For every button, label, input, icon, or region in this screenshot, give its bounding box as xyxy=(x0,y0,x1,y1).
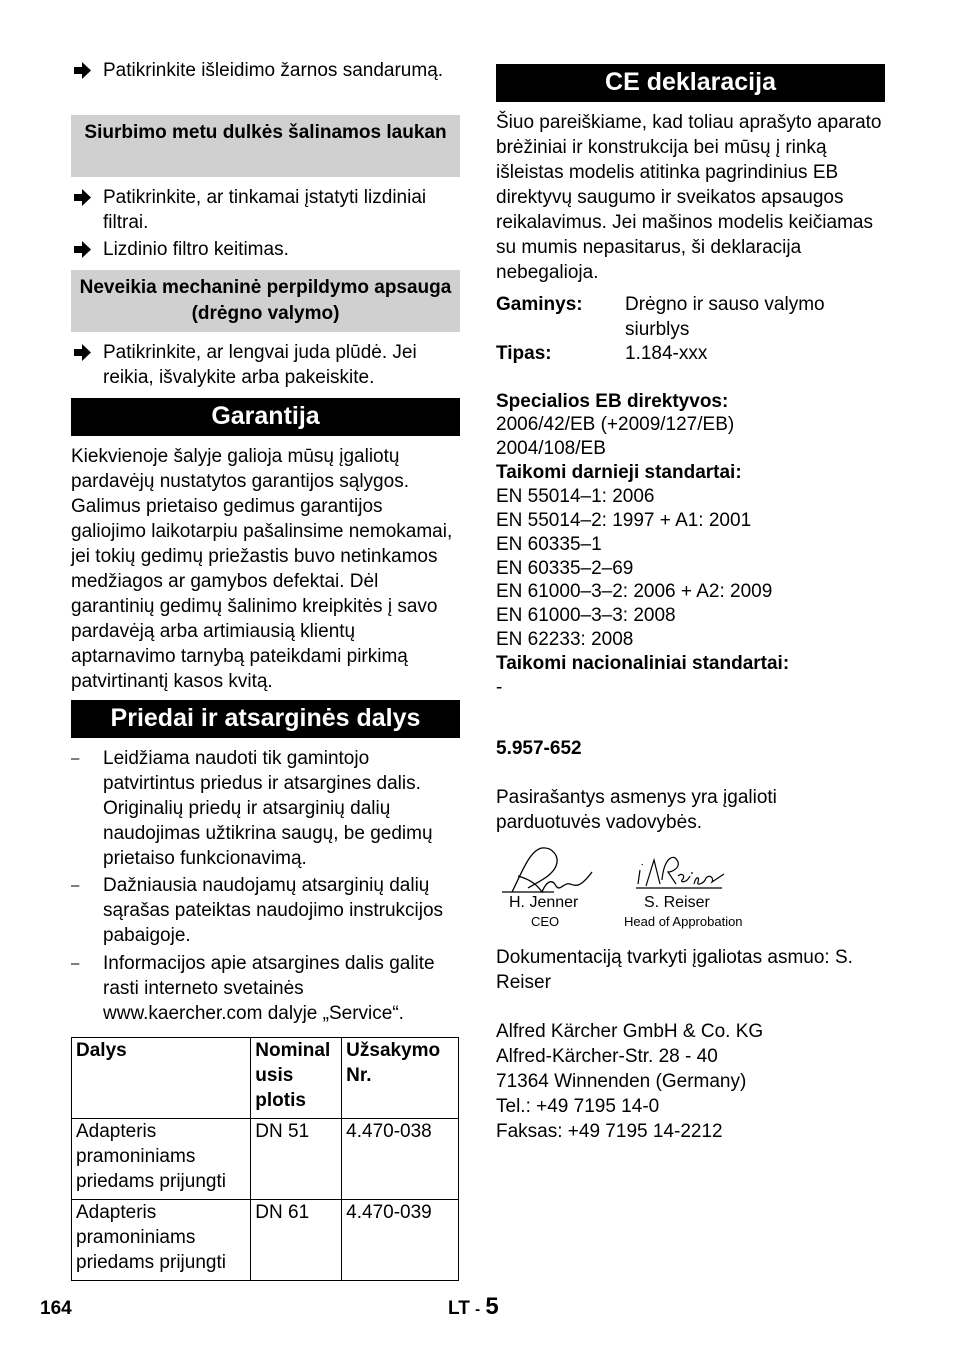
national-standards-label: Taikomi nacionaliniai standartai: xyxy=(496,653,790,674)
instruction-text: Patikrinkite išleidimo žarnos sandarumą. xyxy=(103,60,444,81)
table-cell: Adapteris pramoniniams priedams prijungti xyxy=(72,1119,251,1200)
signer1-name: H. Jenner xyxy=(509,894,579,911)
list-item xyxy=(71,873,460,948)
parts-table xyxy=(71,1037,459,1281)
table-cell: 4.470-038 xyxy=(342,1119,459,1200)
ce-intro-text: Šiuo pareiškiame, kad toliau aprašyto aparato brėžiniai ir konstrukcija bei mūsų į rinką išleistas modelis atitinka pagrindinius EB direktyvų saugumo ir sveikatos apsaugos reikalavimus. Jei mašinos modelis keičiamas su mumis nepasitarus, ši deklaracija nebegalioja. xyxy=(496,112,882,283)
section-heading-overflow-protection: Neveikia mechaninė perpildymo apsauga (drėgno valymo) xyxy=(71,270,460,332)
signer2-role: Head of Approbation xyxy=(624,914,743,929)
table-header-cell: Nominal usis plotis xyxy=(251,1038,342,1119)
standard-item: EN 61000–3–3: 2008 xyxy=(496,605,676,626)
table-cell: Adapteris pramoniniams priedams prijungti xyxy=(72,1200,251,1281)
table-header-cell: Dalys xyxy=(72,1038,251,1119)
directive-item: 2004/108/EB xyxy=(496,438,606,459)
address-line: Alfred-Kärcher-Str. 28 - 40 xyxy=(496,1046,718,1067)
separator: - xyxy=(475,1301,481,1318)
instruction-text: Lizdinio filtro keitimas. xyxy=(103,239,289,260)
address-line: Tel.: +49 7195 14-0 xyxy=(496,1096,660,1117)
list-item-text: Informacijos apie atsargines dalis galite rasti interneto svetainės www.kaercher.com dalyje „Service“. xyxy=(103,953,435,1024)
instruction-item xyxy=(71,340,460,390)
standard-item: EN 61000–3–2: 2006 + A2: 2009 xyxy=(496,581,773,602)
list-item xyxy=(71,951,460,1026)
list-item xyxy=(71,746,460,871)
directives-label: Specialios EB direktyvos: xyxy=(496,391,729,412)
ce-declaration-heading: CE deklaracija xyxy=(496,64,885,102)
warranty-text: Kiekvienoje šalyje galioja mūsų įgaliotų pardavėjų nustatytos garantijos sąlygos. Galimus prietaiso gedimus garantijos galiojimo laikotarpiu pašalinsime nemokamai, jei tokių gedimų priežastis buvo netinkamos medžiagos ar gamybos defektai. Dėl garantinių gedimų šalinimo kreipkitės į savo pardavėją arba artimiausią klientų aptarnavimo tarnybą pateikdami pirkimą patvirtinantį kasos kvitą. xyxy=(71,446,453,692)
type-value: 1.184-xxx xyxy=(625,343,708,364)
standard-item: EN 60335–1 xyxy=(496,534,602,555)
warranty-heading: Garantija xyxy=(71,398,460,436)
standard-item: EN 55014–1: 2006 xyxy=(496,486,655,507)
instruction-text: Patikrinkite, ar tinkamai įstatyti lizdiniai filtrai. xyxy=(103,187,427,233)
arrow-right-icon xyxy=(74,58,94,83)
table-cell: 4.470-039 xyxy=(342,1200,459,1281)
standard-item: EN 62233: 2008 xyxy=(496,629,634,650)
table-cell: DN 61 xyxy=(251,1200,342,1281)
signature-jenner xyxy=(498,842,594,900)
table-cell: DN 51 xyxy=(251,1119,342,1200)
section-page-number: 5 xyxy=(485,1293,499,1320)
dash-bullet: – xyxy=(71,877,80,894)
list-item-text: Dažniausia naudojamų atsarginių dalių sąrašas pateiktas naudojimo instrukcijos pabaigoje. xyxy=(103,875,444,946)
type-label: Tipas: xyxy=(496,343,552,364)
signatories-text: Pasirašantys asmenys yra įgalioti parduotuvės vadovybės. xyxy=(496,787,777,833)
product-value: Drėgno ir sauso valymo siurblys xyxy=(625,294,825,340)
signature-reiser xyxy=(634,850,726,894)
dash-bullet: – xyxy=(71,750,80,767)
documentation-person-text: Dokumentaciją tvarkyti įgaliotas asmuo: S. Reiser xyxy=(496,947,853,993)
section-heading-dust-outlet: Siurbimo metu dulkės šalinamos laukan xyxy=(71,115,460,177)
table-header-row xyxy=(72,1038,459,1119)
national-standards-value: - xyxy=(496,677,503,698)
harmonized-standards-label: Taikomi darnieji standartai: xyxy=(496,462,742,483)
accessories-heading: Priedai ir atsarginės dalys xyxy=(71,700,460,738)
instruction-item xyxy=(71,58,460,83)
arrow-right-icon xyxy=(74,237,94,262)
arrow-right-icon xyxy=(74,340,94,365)
section-page-indicator xyxy=(448,1293,499,1324)
page-number: 164 xyxy=(40,1298,72,1319)
product-label: Gaminys: xyxy=(496,294,583,315)
standard-item: EN 60335–2–69 xyxy=(496,558,634,579)
signer1-role: CEO xyxy=(531,914,560,929)
signer2-name: S. Reiser xyxy=(644,894,710,911)
language-code: LT xyxy=(448,1298,470,1319)
table-row xyxy=(72,1119,459,1200)
table-row xyxy=(72,1200,459,1281)
address-line: 71364 Winnenden (Germany) xyxy=(496,1071,747,1092)
instruction-text: Patikrinkite, ar lengvai juda plūdė. Jei reikia, išvalykite arba pakeiskite. xyxy=(103,342,417,388)
document-number: 5.957-652 xyxy=(496,738,582,759)
address-line: Faksas: +49 7195 14-2212 xyxy=(496,1121,723,1142)
arrow-right-icon xyxy=(74,185,94,210)
address-line: Alfred Kärcher GmbH & Co. KG xyxy=(496,1021,764,1042)
standard-item: EN 55014–2: 1997 + A1: 2001 xyxy=(496,510,752,531)
directive-item: 2006/42/EB (+2009/127/EB) xyxy=(496,414,735,435)
instruction-item xyxy=(71,185,460,235)
instruction-item xyxy=(71,237,460,262)
list-item-text: Leidžiama naudoti tik gamintojo patvirtintus priedus ir atsargines dalis. Originalių priedų ir atsarginių dalių naudojimas užtikrina saugų, be gedimų prietaiso funkcionavimą. xyxy=(103,748,433,869)
dash-bullet: – xyxy=(71,955,80,972)
table-header-cell: Užsakymo Nr. xyxy=(342,1038,459,1119)
